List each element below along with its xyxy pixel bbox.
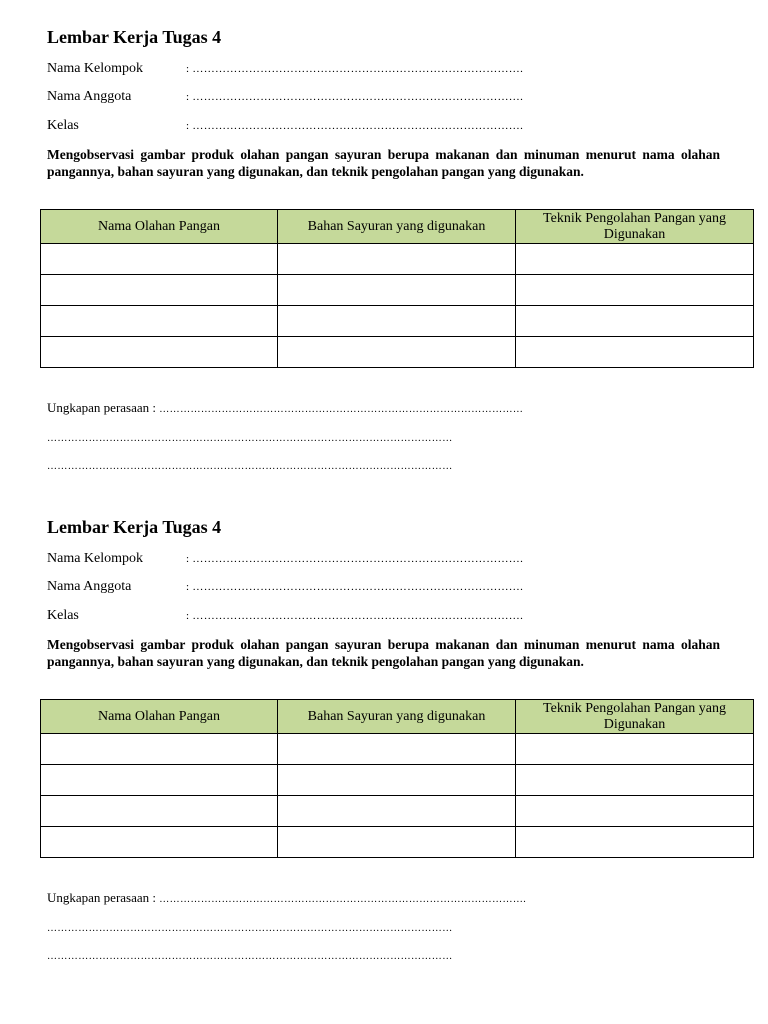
feeling-label: Ungkapan perasaan :	[47, 890, 157, 905]
feeling-label: Ungkapan perasaan :	[47, 400, 157, 415]
field-nama-kelompok	[47, 550, 667, 568]
field-kelas	[47, 607, 667, 625]
column-header-teknik: Teknik Pengolahan Pangan yang Digunakan	[516, 210, 754, 244]
table-header-row	[41, 210, 754, 244]
field-label: Nama Kelompok	[47, 551, 144, 566]
worksheet-title: Lembar Kerja Tugas 4	[47, 517, 222, 537]
table-cell[interactable]	[41, 827, 278, 858]
fill-in-line[interactable]: : …………………………………………………………………………….	[186, 120, 524, 132]
observation-table	[40, 209, 754, 368]
table-row	[41, 337, 754, 368]
table-cell[interactable]	[516, 337, 754, 368]
fill-in-line[interactable]: : …………………………………………………………………………….	[186, 63, 524, 75]
feeling-line-2	[47, 919, 717, 937]
field-label: Nama Anggota	[47, 89, 132, 104]
table-cell[interactable]	[516, 827, 754, 858]
feeling-line-1	[47, 400, 717, 418]
feeling-line-2	[47, 429, 717, 447]
fill-in-line[interactable]: …………………………………………………………………………………………….	[159, 894, 527, 905]
worksheet-1	[0, 0, 768, 490]
table-row	[41, 796, 754, 827]
column-header-teknik: Teknik Pengolahan Pangan yang Digunakan	[516, 700, 754, 734]
table-cell[interactable]	[278, 337, 516, 368]
table-cell[interactable]	[41, 337, 278, 368]
field-nama-kelompok	[47, 60, 667, 78]
table-cell[interactable]	[41, 796, 278, 827]
feeling-line-3	[47, 947, 717, 965]
field-nama-anggota	[47, 88, 667, 106]
feeling-line-1	[47, 890, 717, 908]
table-row	[41, 244, 754, 275]
field-nama-anggota	[47, 578, 667, 596]
fill-in-line[interactable]: ………………………………………………………………………………………………………	[47, 433, 453, 444]
fill-in-line[interactable]: ………………………………………………………………………………………………………	[47, 923, 453, 934]
table-header-row	[41, 700, 754, 734]
worksheet-2	[0, 490, 768, 980]
worksheet-title: Lembar Kerja Tugas 4	[47, 27, 222, 47]
table-row	[41, 765, 754, 796]
table-cell[interactable]	[41, 275, 278, 306]
table-cell[interactable]	[278, 827, 516, 858]
fill-in-line[interactable]: : …………………………………………………………………………….	[186, 610, 524, 622]
column-header-bahan-sayuran: Bahan Sayuran yang digunakan	[278, 210, 516, 244]
table-cell[interactable]	[278, 796, 516, 827]
table-cell[interactable]	[41, 306, 278, 337]
column-header-nama-olahan: Nama Olahan Pangan	[41, 700, 278, 734]
table-cell[interactable]	[278, 765, 516, 796]
fill-in-line[interactable]: ………………………………………………………………………………………………………	[47, 951, 453, 962]
instruction-text: Mengobservasi gambar produk olahan pangan sayuran berupa makanan dan minuman menurut nama olahan pangannya, bahan sayuran yang digunakan, dan teknik pengolahan pangan yang digunakan.	[47, 637, 720, 669]
fill-in-line[interactable]: : …………………………………………………………………………….	[186, 91, 524, 103]
table-row	[41, 734, 754, 765]
field-label: Nama Anggota	[47, 579, 132, 594]
fill-in-line[interactable]: : …………………………………………………………………………….	[186, 553, 524, 565]
feeling-line-3	[47, 457, 717, 475]
table-cell[interactable]	[516, 765, 754, 796]
observation-table	[40, 699, 754, 858]
table-cell[interactable]	[41, 765, 278, 796]
fill-in-line[interactable]: ……………………………………………………………………………………………	[159, 404, 524, 415]
field-label: Nama Kelompok	[47, 61, 144, 76]
table-cell[interactable]	[516, 796, 754, 827]
table-cell[interactable]	[516, 306, 754, 337]
table-cell[interactable]	[278, 734, 516, 765]
table-cell[interactable]	[278, 244, 516, 275]
table-cell[interactable]	[41, 244, 278, 275]
field-label: Kelas	[47, 118, 79, 133]
column-header-nama-olahan: Nama Olahan Pangan	[41, 210, 278, 244]
table-row	[41, 827, 754, 858]
field-label: Kelas	[47, 608, 79, 623]
instruction-text: Mengobservasi gambar produk olahan pangan sayuran berupa makanan dan minuman menurut nama olahan pangannya, bahan sayuran yang digunakan, dan teknik pengolahan pangan yang digunakan.	[47, 147, 720, 179]
fill-in-line[interactable]: : …………………………………………………………………………….	[186, 581, 524, 593]
table-cell[interactable]	[278, 306, 516, 337]
table-cell[interactable]	[516, 275, 754, 306]
table-cell[interactable]	[516, 244, 754, 275]
table-row	[41, 275, 754, 306]
table-row	[41, 306, 754, 337]
table-cell[interactable]	[41, 734, 278, 765]
fill-in-line[interactable]: ………………………………………………………………………………………………………	[47, 461, 453, 472]
table-cell[interactable]	[278, 275, 516, 306]
table-cell[interactable]	[516, 734, 754, 765]
field-kelas	[47, 117, 667, 135]
column-header-bahan-sayuran: Bahan Sayuran yang digunakan	[278, 700, 516, 734]
